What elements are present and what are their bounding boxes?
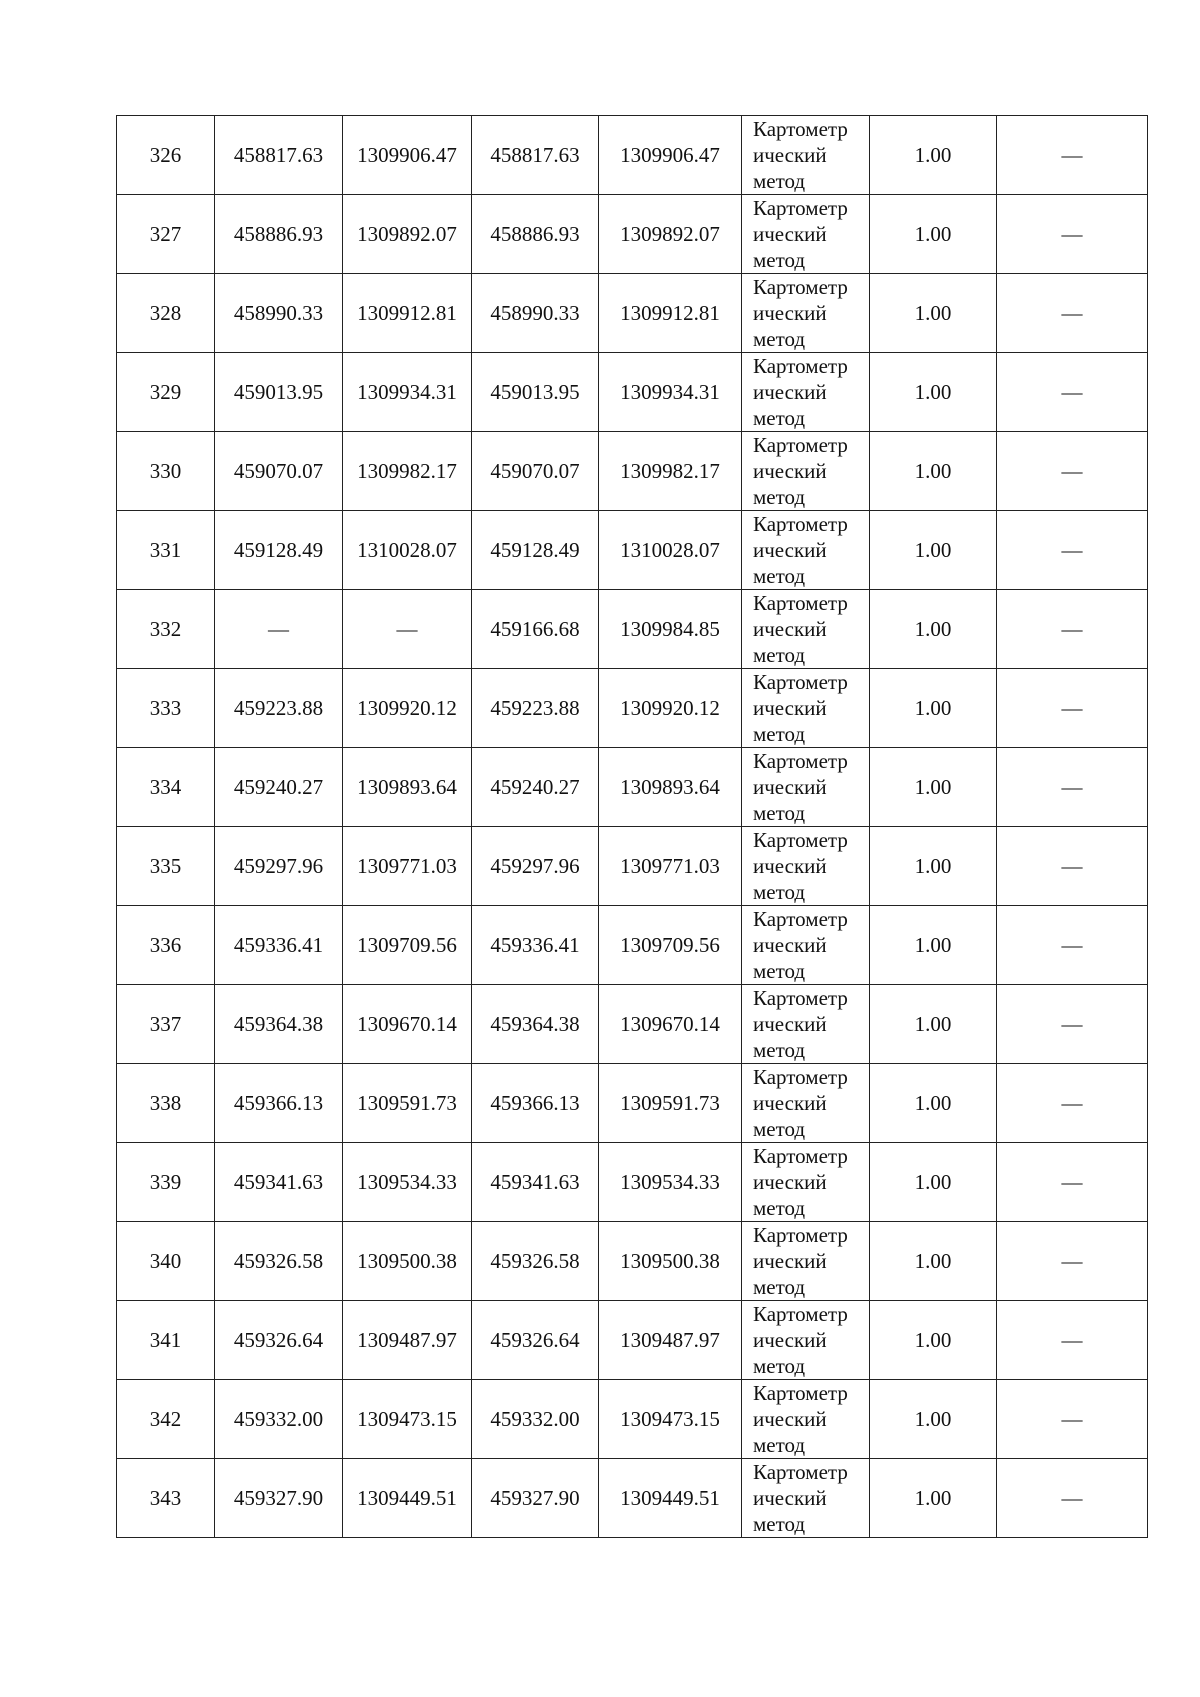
table-row <box>117 432 1148 511</box>
existing-x-cell: — <box>215 590 343 669</box>
description-cell: — <box>997 906 1148 985</box>
method-text-line: ический <box>753 617 827 641</box>
existing-x-cell: 459327.90 <box>215 1459 343 1538</box>
method-cell <box>742 1222 870 1301</box>
existing-x-cell: 459366.13 <box>215 1064 343 1143</box>
point-number-cell: 336 <box>117 906 215 985</box>
accuracy-cell: 1.00 <box>870 748 997 827</box>
method-text-line: метод <box>753 406 806 430</box>
new-x-cell: 459326.58 <box>472 1222 599 1301</box>
method-text-line: метод <box>753 1433 806 1457</box>
existing-y-cell: 1309709.56 <box>343 906 472 985</box>
coordinates-table <box>116 115 1148 1538</box>
point-number-cell: 327 <box>117 195 215 274</box>
existing-y-cell: 1309473.15 <box>343 1380 472 1459</box>
accuracy-cell: 1.00 <box>870 274 997 353</box>
new-x-cell: 459364.38 <box>472 985 599 1064</box>
method-text-line: Картометр <box>753 986 848 1010</box>
existing-x-cell: 459128.49 <box>215 511 343 590</box>
table-row <box>117 1222 1148 1301</box>
method-text-line: метод <box>753 327 806 351</box>
point-number-cell: 335 <box>117 827 215 906</box>
method-cell <box>742 116 870 195</box>
table-row <box>117 748 1148 827</box>
existing-y-cell: — <box>343 590 472 669</box>
existing-x-cell: 459341.63 <box>215 1143 343 1222</box>
new-y-cell: 1309500.38 <box>599 1222 742 1301</box>
method-text-line: метод <box>753 1354 806 1378</box>
method-cell <box>742 1064 870 1143</box>
existing-y-cell: 1309449.51 <box>343 1459 472 1538</box>
point-number-cell: 326 <box>117 116 215 195</box>
method-text-line: метод <box>753 959 806 983</box>
method-text-line: ический <box>753 459 827 483</box>
existing-x-cell: 458990.33 <box>215 274 343 353</box>
description-cell: — <box>997 1064 1148 1143</box>
existing-y-cell: 1309920.12 <box>343 669 472 748</box>
method-cell <box>742 1143 870 1222</box>
method-text-line: метод <box>753 643 806 667</box>
new-x-cell: 459128.49 <box>472 511 599 590</box>
method-text-line: Картометр <box>753 591 848 615</box>
method-text-line: ический <box>753 222 827 246</box>
new-y-cell: 1309892.07 <box>599 195 742 274</box>
point-number-cell: 342 <box>117 1380 215 1459</box>
table-row <box>117 195 1148 274</box>
new-y-cell: 1309449.51 <box>599 1459 742 1538</box>
new-x-cell: 459327.90 <box>472 1459 599 1538</box>
new-y-cell: 1309893.64 <box>599 748 742 827</box>
accuracy-cell: 1.00 <box>870 432 997 511</box>
table-row <box>117 274 1148 353</box>
method-text-line: ический <box>753 854 827 878</box>
new-x-cell: 459366.13 <box>472 1064 599 1143</box>
point-number-cell: 343 <box>117 1459 215 1538</box>
table-row <box>117 590 1148 669</box>
table-row <box>117 985 1148 1064</box>
description-cell: — <box>997 985 1148 1064</box>
existing-y-cell: 1309534.33 <box>343 1143 472 1222</box>
existing-y-cell: 1309893.64 <box>343 748 472 827</box>
accuracy-cell: 1.00 <box>870 1143 997 1222</box>
accuracy-cell: 1.00 <box>870 195 997 274</box>
method-text-line: Картометр <box>753 1381 848 1405</box>
method-text-line: метод <box>753 722 806 746</box>
accuracy-cell: 1.00 <box>870 116 997 195</box>
method-text-line: ический <box>753 1012 827 1036</box>
accuracy-cell: 1.00 <box>870 353 997 432</box>
new-x-cell: 459223.88 <box>472 669 599 748</box>
point-number-cell: 340 <box>117 1222 215 1301</box>
point-number-cell: 333 <box>117 669 215 748</box>
existing-y-cell: 1309892.07 <box>343 195 472 274</box>
accuracy-cell: 1.00 <box>870 906 997 985</box>
new-x-cell: 458990.33 <box>472 274 599 353</box>
coordinates-table-body <box>117 116 1148 1538</box>
new-y-cell: 1309487.97 <box>599 1301 742 1380</box>
new-x-cell: 459166.68 <box>472 590 599 669</box>
new-y-cell: 1309534.33 <box>599 1143 742 1222</box>
description-cell: — <box>997 1222 1148 1301</box>
table-row <box>117 1064 1148 1143</box>
method-text-line: Картометр <box>753 512 848 536</box>
method-text-line: метод <box>753 248 806 272</box>
method-text-line: ический <box>753 1486 827 1510</box>
new-y-cell: 1309670.14 <box>599 985 742 1064</box>
existing-y-cell: 1309906.47 <box>343 116 472 195</box>
description-cell: — <box>997 827 1148 906</box>
method-text-line: ический <box>753 538 827 562</box>
table-row <box>117 906 1148 985</box>
table-row <box>117 1459 1148 1538</box>
method-text-line: Картометр <box>753 749 848 773</box>
existing-y-cell: 1309487.97 <box>343 1301 472 1380</box>
new-y-cell: 1309591.73 <box>599 1064 742 1143</box>
method-cell <box>742 1380 870 1459</box>
method-cell <box>742 748 870 827</box>
table-row <box>117 1301 1148 1380</box>
table-row <box>117 1143 1148 1222</box>
new-y-cell: 1309912.81 <box>599 274 742 353</box>
existing-x-cell: 458817.63 <box>215 116 343 195</box>
method-cell <box>742 1301 870 1380</box>
method-text-line: Картометр <box>753 1223 848 1247</box>
new-x-cell: 458886.93 <box>472 195 599 274</box>
method-text-line: Картометр <box>753 196 848 220</box>
table-row <box>117 353 1148 432</box>
accuracy-cell: 1.00 <box>870 827 997 906</box>
new-y-cell: 1309984.85 <box>599 590 742 669</box>
existing-x-cell: 459336.41 <box>215 906 343 985</box>
method-text-line: метод <box>753 1117 806 1141</box>
point-number-cell: 337 <box>117 985 215 1064</box>
method-cell <box>742 511 870 590</box>
method-cell <box>742 432 870 511</box>
point-number-cell: 338 <box>117 1064 215 1143</box>
point-number-cell: 328 <box>117 274 215 353</box>
method-text-line: Картометр <box>753 117 848 141</box>
method-cell <box>742 353 870 432</box>
existing-x-cell: 459070.07 <box>215 432 343 511</box>
existing-y-cell: 1309500.38 <box>343 1222 472 1301</box>
new-x-cell: 459341.63 <box>472 1143 599 1222</box>
method-text-line: Картометр <box>753 907 848 931</box>
existing-x-cell: 458886.93 <box>215 195 343 274</box>
new-y-cell: 1309934.31 <box>599 353 742 432</box>
method-text-line: ический <box>753 143 827 167</box>
accuracy-cell: 1.00 <box>870 669 997 748</box>
method-cell <box>742 195 870 274</box>
method-text-line: метод <box>753 1196 806 1220</box>
method-text-line: Картометр <box>753 1460 848 1484</box>
method-text-line: метод <box>753 1512 806 1536</box>
method-text-line: Картометр <box>753 828 848 852</box>
method-cell <box>742 827 870 906</box>
existing-x-cell: 459013.95 <box>215 353 343 432</box>
point-number-cell: 334 <box>117 748 215 827</box>
new-x-cell: 459013.95 <box>472 353 599 432</box>
method-text-line: метод <box>753 169 806 193</box>
table-row <box>117 827 1148 906</box>
description-cell: — <box>997 511 1148 590</box>
new-x-cell: 459326.64 <box>472 1301 599 1380</box>
method-text-line: Картометр <box>753 1144 848 1168</box>
method-cell <box>742 906 870 985</box>
method-cell <box>742 590 870 669</box>
existing-x-cell: 459223.88 <box>215 669 343 748</box>
new-y-cell: 1310028.07 <box>599 511 742 590</box>
method-text-line: ический <box>753 1170 827 1194</box>
existing-x-cell: 459240.27 <box>215 748 343 827</box>
point-number-cell: 331 <box>117 511 215 590</box>
method-text-line: ический <box>753 1249 827 1273</box>
new-x-cell: 459070.07 <box>472 432 599 511</box>
method-text-line: метод <box>753 801 806 825</box>
description-cell: — <box>997 590 1148 669</box>
description-cell: — <box>997 195 1148 274</box>
accuracy-cell: 1.00 <box>870 1380 997 1459</box>
table-row <box>117 511 1148 590</box>
table-row <box>117 116 1148 195</box>
description-cell: — <box>997 432 1148 511</box>
method-text-line: ический <box>753 696 827 720</box>
existing-y-cell: 1309591.73 <box>343 1064 472 1143</box>
accuracy-cell: 1.00 <box>870 1064 997 1143</box>
method-text-line: ический <box>753 301 827 325</box>
method-text-line: метод <box>753 485 806 509</box>
method-cell <box>742 985 870 1064</box>
description-cell: — <box>997 1459 1148 1538</box>
description-cell: — <box>997 669 1148 748</box>
existing-y-cell: 1309934.31 <box>343 353 472 432</box>
description-cell: — <box>997 1380 1148 1459</box>
method-cell <box>742 669 870 748</box>
new-x-cell: 459336.41 <box>472 906 599 985</box>
description-cell: — <box>997 353 1148 432</box>
method-text-line: метод <box>753 1275 806 1299</box>
description-cell: — <box>997 116 1148 195</box>
method-text-line: Картометр <box>753 354 848 378</box>
method-text-line: ический <box>753 775 827 799</box>
method-text-line: метод <box>753 564 806 588</box>
method-text-line: ический <box>753 380 827 404</box>
description-cell: — <box>997 748 1148 827</box>
point-number-cell: 341 <box>117 1301 215 1380</box>
point-number-cell: 330 <box>117 432 215 511</box>
description-cell: — <box>997 1301 1148 1380</box>
accuracy-cell: 1.00 <box>870 1222 997 1301</box>
method-text-line: Картометр <box>753 433 848 457</box>
existing-x-cell: 459297.96 <box>215 827 343 906</box>
new-y-cell: 1309982.17 <box>599 432 742 511</box>
new-x-cell: 459297.96 <box>472 827 599 906</box>
new-x-cell: 458817.63 <box>472 116 599 195</box>
accuracy-cell: 1.00 <box>870 590 997 669</box>
method-text-line: ический <box>753 1407 827 1431</box>
point-number-cell: 339 <box>117 1143 215 1222</box>
method-text-line: ический <box>753 1091 827 1115</box>
accuracy-cell: 1.00 <box>870 1459 997 1538</box>
accuracy-cell: 1.00 <box>870 985 997 1064</box>
accuracy-cell: 1.00 <box>870 1301 997 1380</box>
method-text-line: метод <box>753 880 806 904</box>
point-number-cell: 332 <box>117 590 215 669</box>
existing-x-cell: 459326.58 <box>215 1222 343 1301</box>
existing-y-cell: 1309670.14 <box>343 985 472 1064</box>
existing-y-cell: 1310028.07 <box>343 511 472 590</box>
accuracy-cell: 1.00 <box>870 511 997 590</box>
new-y-cell: 1309771.03 <box>599 827 742 906</box>
existing-x-cell: 459326.64 <box>215 1301 343 1380</box>
method-text-line: Картометр <box>753 1065 848 1089</box>
existing-x-cell: 459332.00 <box>215 1380 343 1459</box>
method-text-line: ический <box>753 933 827 957</box>
description-cell: — <box>997 1143 1148 1222</box>
new-y-cell: 1309709.56 <box>599 906 742 985</box>
description-cell: — <box>997 274 1148 353</box>
method-text-line: Картометр <box>753 670 848 694</box>
method-text-line: Картометр <box>753 275 848 299</box>
new-y-cell: 1309920.12 <box>599 669 742 748</box>
point-number-cell: 329 <box>117 353 215 432</box>
method-text-line: Картометр <box>753 1302 848 1326</box>
new-x-cell: 459332.00 <box>472 1380 599 1459</box>
method-cell <box>742 1459 870 1538</box>
existing-y-cell: 1309771.03 <box>343 827 472 906</box>
table-row <box>117 669 1148 748</box>
method-cell <box>742 274 870 353</box>
new-y-cell: 1309473.15 <box>599 1380 742 1459</box>
existing-y-cell: 1309912.81 <box>343 274 472 353</box>
existing-x-cell: 459364.38 <box>215 985 343 1064</box>
new-y-cell: 1309906.47 <box>599 116 742 195</box>
new-x-cell: 459240.27 <box>472 748 599 827</box>
table-row <box>117 1380 1148 1459</box>
method-text-line: метод <box>753 1038 806 1062</box>
existing-y-cell: 1309982.17 <box>343 432 472 511</box>
method-text-line: ический <box>753 1328 827 1352</box>
